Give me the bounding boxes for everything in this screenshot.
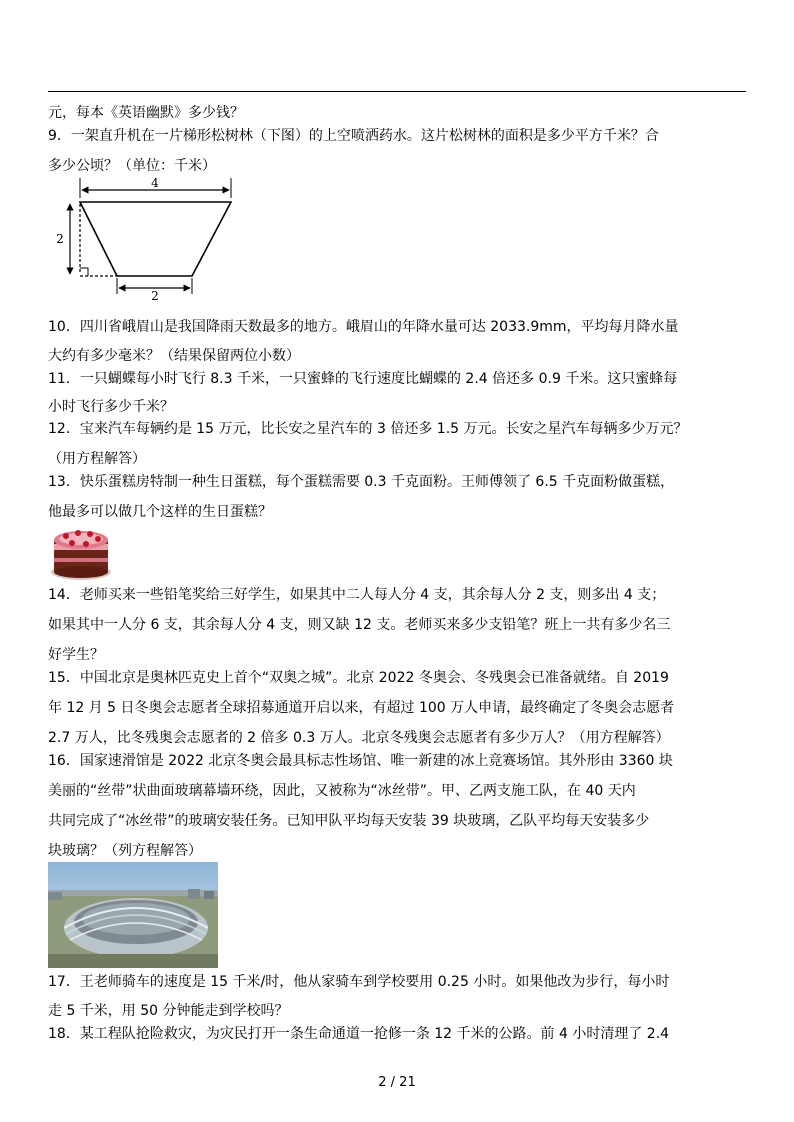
text-line: 元，每本《英语幽默》多少钱？	[48, 105, 244, 121]
text-line: 11．一只蝴蝶每小时飞行 8.3 千米，一只蜜蜂的飞行速度比蝴蝶的 2.4 倍还多 0.9 千米。这只蜜蜂每	[48, 371, 678, 387]
text-line: 他最多可以做几个这样的生日蛋糕？	[48, 504, 272, 520]
text-line: 16．国家速滑馆是 2022 北京冬奥会最具标志性场馆、唯一新建的冰上竞赛场馆。其外形由 3360 块	[48, 753, 673, 769]
text-line: 如果其中一人分 6 支，其余每人分 4 支，则又缺 12 支。老师买来多少支铅笔？班上一共有多少名三	[48, 617, 671, 633]
text-line: （用方程解答）	[48, 451, 146, 467]
text-line: 好学生？	[48, 647, 104, 663]
top-base-label: 4	[151, 176, 159, 190]
text-line: 9．一架直升机在一片梯形松树林（下图）的上空喷洒药水。这片松树林的面积是多少平方千米？合	[48, 128, 659, 144]
text-line: 14．老师买来一些铅笔奖给三好学生，如果其中二人每人分 4 支，其余每人分 2 支，则多出 4 支；	[48, 587, 666, 603]
text-line: 2.7 万人，比冬残奥会志愿者的 2 倍多 0.3 万人。北京冬残奥会志愿者有多少万人？（用方程解答）	[48, 730, 670, 746]
text-line: 13．快乐蛋糕房特制一种生日蛋糕，每个蛋糕需要 0.3 千克面粉。王师傅领了 6.5 千克面粉做蛋糕，	[48, 474, 675, 490]
text-line: 18．某工程队抢险救灾，为灾民打开一条生命通道一抢修一条 12 千米的公路。前 4 小时清理了 2.4	[48, 1026, 670, 1042]
text-line: 小时飞行多少千米？	[48, 399, 174, 415]
text-line: 年 12 月 5 日冬奥会志愿者全球招募通道开启以来，有超过 100 万人申请，最终确定了冬奥会志愿者	[48, 700, 675, 716]
text-line: 大约有多少毫米？（结果保留两位小数）	[48, 348, 300, 364]
text-line: 17．王老师骑车的速度是 15 千米/时，他从家骑车到学校要用 0.25 小时。如果他改为步行，每小时	[48, 974, 670, 990]
text-line: 块玻璃？（列方程解答）	[48, 843, 202, 859]
text-line: 共同完成了“冰丝带”的玻璃安装任务。已知甲队平均每天安装 39 块玻璃，乙队平均每天安装多少	[48, 813, 650, 829]
bottom-base-label: 2	[151, 289, 159, 300]
text-line: 15．中国北京是奥林匹克史上首个“双奥之城”。北京 2022 冬奥会、冬残奥会已准备就绪。自 2019	[48, 670, 669, 686]
text-line: 多少公顷？（单位：千米）	[48, 158, 216, 174]
trapezoid-figure	[50, 176, 240, 300]
height-label: 2	[56, 232, 64, 246]
page-number: 2 / 21	[378, 1075, 416, 1090]
birthday-cake-image	[48, 522, 114, 582]
text-line: 走 5 千米，用 50 分钟能走到学校吗？	[48, 1003, 289, 1019]
speed-skating-oval-photo	[48, 862, 218, 968]
header-rule	[48, 91, 746, 92]
text-line: 10．四川省峨眉山是我国降雨天数最多的地方。峨眉山的年降水量可达 2033.9mm，平均每月降水量	[48, 319, 679, 335]
text-line: 美丽的“丝带”状曲面玻璃幕墙环绕，因此，又被称为“冰丝带”。甲、乙两支施工队，在 40 天内	[48, 783, 636, 799]
text-line: 12．宝来汽车每辆约是 15 万元，比长安之星汽车的 3 倍还多 1.5 万元。长安之星汽车每辆多少万元？	[48, 421, 688, 437]
